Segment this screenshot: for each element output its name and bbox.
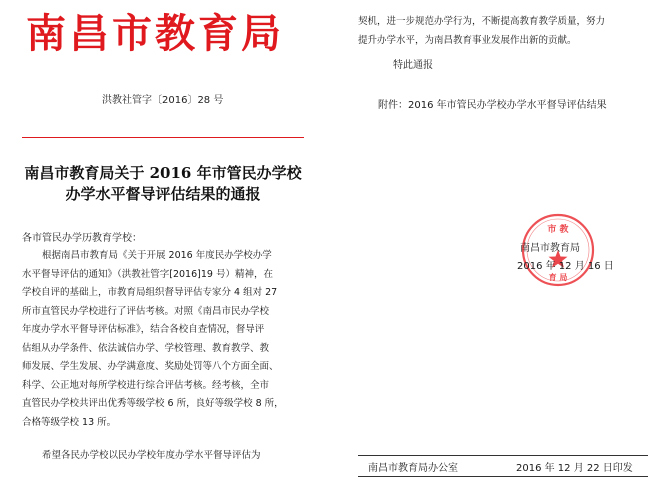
attachment-note: 附件：2016 年市管民办学校办学水平督导评估结果 <box>378 100 607 111</box>
paragraph-line: 所市直管民办学校进行了评估考核。对照《南昌市民办学校 <box>22 305 270 317</box>
paragraph-line: 希望各民办学校以民办学校年度办学水平督导评估为 <box>42 450 261 461</box>
body-paragraph-2 <box>22 447 304 466</box>
signature-date: 2016 年 12 月 16 日 <box>517 261 614 272</box>
paragraph-line: 科学、公正地对每所学校进行综合评估考核。经考核，全市 <box>22 379 270 391</box>
svg-text:市 教: 市 教 <box>547 225 569 235</box>
document-number: 洪教社管字〔2016〕28 号 <box>102 95 224 106</box>
footer-divider-bottom <box>358 476 648 477</box>
continuation-text <box>358 13 648 50</box>
notice-title-line2: 办学水平督导评估结果的通报 <box>65 185 261 203</box>
paragraph-line: 估组从办学条件、依法诚信办学、学校管理、教育教学、教 <box>22 342 270 354</box>
paragraph-line: 提升办学水平，为南昌教育事业发展作出新的贡献。 <box>358 34 577 46</box>
signature-organization: 南昌市教育局 <box>520 243 580 254</box>
svg-text:育 局: 育 局 <box>548 273 568 282</box>
masthead-title: 南昌市教育局 <box>26 11 284 57</box>
issue-date: 2016 年 12 月 22 日印发 <box>516 463 633 474</box>
paragraph-line: 水平督导评估的通知》（洪教社管字[2016]19 号）精神，在 <box>22 268 273 280</box>
paragraph-line: 年度办学水平督导评估标准》，结合各校自查情况，督导评 <box>22 324 265 335</box>
issuing-office: 南昌市教育局办公室 <box>368 463 458 474</box>
paragraph-line: 合格等级学校 13 所。 <box>22 416 117 428</box>
notice-title <box>22 163 304 205</box>
notice-title-line1: 南昌市教育局关于 2016 年市管民办学校 <box>24 164 302 182</box>
red-divider <box>22 137 304 138</box>
paragraph-line: 契机，进一步规范办学行为，不断提高教育教学质量，努力 <box>358 16 606 27</box>
paragraph-line: 师发展、学生发展、办学满意度、奖励处罚等八个方面全面、 <box>22 361 279 372</box>
paragraph-line: 学校自评的基础上，市教育局组织督导评估专家分 4 组对 27 <box>22 287 278 298</box>
paragraph-line: 直管民办学校共评出优秀等级学校 6 所，良好等级学校 8 所， <box>22 398 284 409</box>
salutation: 各市管民办学历教育学校： <box>22 233 142 244</box>
paragraph-line: 根据南昌市教育局《关于开展 2016 年度民办学校办学 <box>42 250 272 261</box>
notice-closing: 特此通报 <box>393 60 433 71</box>
body-paragraph-1 <box>22 247 304 432</box>
footer-divider-top <box>358 455 648 456</box>
